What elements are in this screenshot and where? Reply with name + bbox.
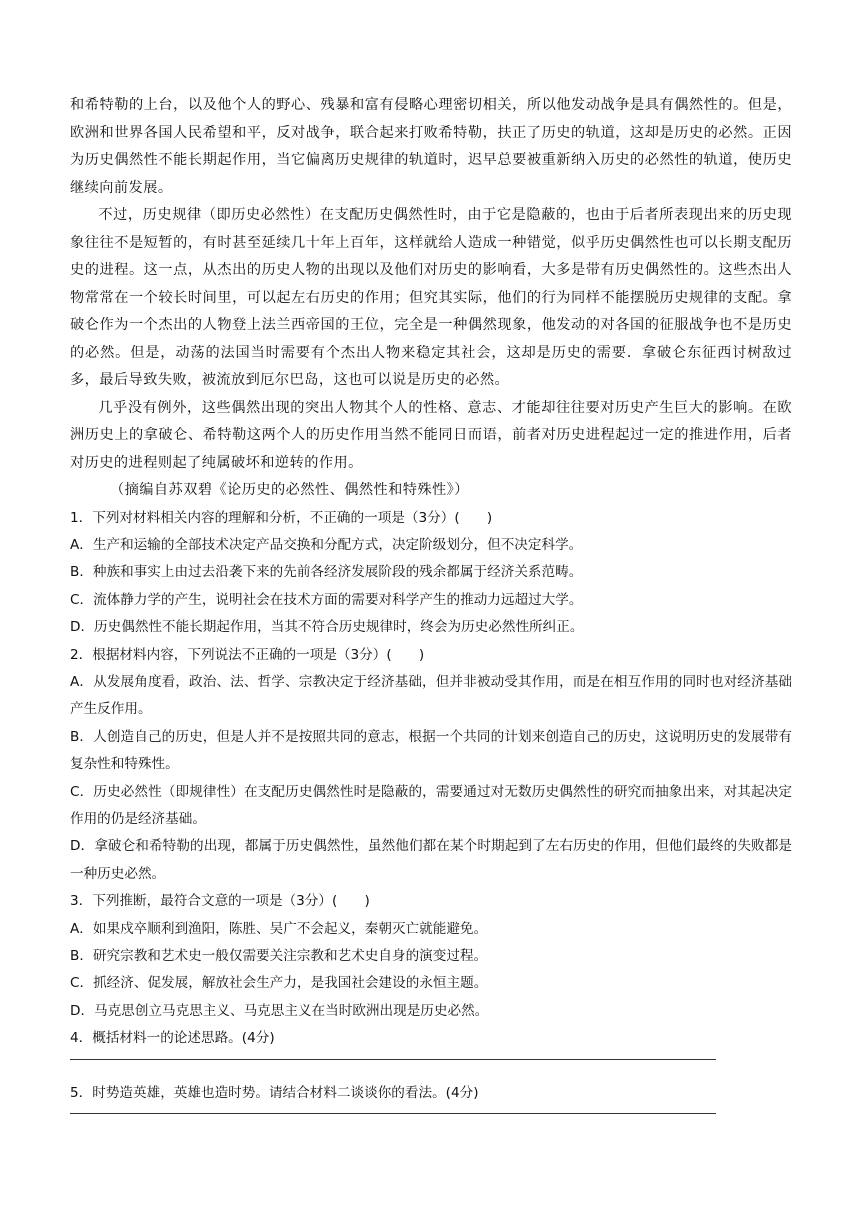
passage-source: （摘编自苏双碧《论历史的必然性、偶然性和特殊性》）	[110, 482, 469, 498]
option-d: D．马克思创立马克思主义、马克思主义在当时欧洲出现是历史必然。	[70, 1002, 489, 1019]
option-b: B．种族和事实上由过去沿袭下来的先前各经济发展阶段的残余都属于经济关系范畴。	[70, 564, 583, 581]
answer-line[interactable]	[70, 1059, 716, 1060]
option-b: B．研究宗教和艺术史一般仅需要关注宗教和艺术史自身的演变过程。	[70, 948, 488, 964]
option-a: A．如果戍卒顺利到渔阳，陈胜、吴广不会起义，秦朝灭亡就能避免。	[70, 920, 488, 937]
option-c: C．流体静力学的产生，说明社会在技术方面的需要对科学产生的推动力远超过大学。	[70, 591, 583, 608]
option-c: C．抓经济、促发展，解放社会生产力，是我国社会建设的永恒主题。	[70, 975, 488, 992]
question-2	[70, 642, 792, 889]
question-stem: 2．根据材料内容，下列说法不正确的一项是（3分）( )	[70, 646, 425, 663]
answer-line[interactable]	[70, 1113, 716, 1114]
passage-paragraph: 不过，历史规律（即历史必然性）在支配历史偶然性时，由于它是隐蔽的，也由于后者所表现出来的历史现象往往不是短暂的，有时甚至延续几十年上百年，这样就给人造成一种错觉，似乎历史偶然性也可以长期支配历史的进程。这一点，从杰出的历史人物的出现以及他们对历史的影响看，大多是带有历史偶然性的。这些杰出人物常常在一个较长时间里，可以起左右历史的作用；但究其实际，他们的行为同样不能摆脱历史规律的支配。拿破仑作为一个杰出的人物登上法兰西帝国的王位，完全是一种偶然现象，他发动的对各国的征服战争也不是历史的必然。但是，动荡的法国当时需要有个杰出人物来稳定其社会，这却是历史的需要．拿破仑东征西讨树敌过多，最后导致失败，被流放到厄尔巴岛，这也可以说是历史的必然。	[70, 207, 792, 388]
question-stem: 4．概括材料一的论述思路。(4分)	[70, 1030, 275, 1047]
question-stem: 1．下列对材料相关内容的理解和分析，不正确的一项是（3分）( )	[70, 509, 493, 526]
option-c: C．历史必然性（即规律性）在支配历史偶然性时是隐蔽的，需要通过对无数历史偶然性的研究而抽象出来，对其起决定作用的仍是经济基础。	[70, 783, 792, 827]
option-d: D．拿破仑和希特勒的出现，都属于历史偶然性，虽然他们都在某个时期起到了左右历史的作用，但他们最终的失败都是一种历史必然。	[70, 838, 792, 882]
question-4	[70, 1025, 792, 1059]
option-d: D．历史偶然性不能长期起作用，当其不符合历史规律时，终会为历史必然性所纠正。	[70, 619, 584, 636]
reading-passage	[70, 92, 792, 505]
option-b: B．人创造自己的历史，但是人并不是按照共同的意志，根据一个共同的计划来创造自己的历史，这说明历史的发展带有复杂性和特殊性。	[70, 728, 792, 773]
question-stem: 3．下列推断，最符合文意的一项是（3分）( )	[70, 893, 370, 910]
option-a: A．从发展角度看，政治、法、哲学、宗教决定于经济基础，但并非被动受其作用，而是在相互作用的同时也对经济基础产生反作用。	[70, 673, 792, 718]
question-5	[70, 1080, 792, 1114]
question-3	[70, 888, 792, 1025]
passage-paragraph: 和希特勒的上台，以及他个人的野心、残暴和富有侵略心理密切相关，所以他发动战争是具有偶然性的。但是，欧洲和世界各国人民希望和平，反对战争，联合起来打败希特勒，扶正了历史的轨道，这却是历史的必然。正因为历史偶然性不能长期起作用，当它偏离历史规律的轨道时，迟早总要被重新纳入历史的必然性的轨道，使历史继续向前发展。	[70, 97, 792, 196]
option-a: A．生产和运输的全部技术决定产品交换和分配方式，决定阶级划分，但不决定科学。	[70, 536, 583, 553]
question-stem: 5．时势造英雄，英雄也造时势。请结合材料二谈谈你的看法。(4分)	[70, 1084, 479, 1101]
question-1	[70, 505, 792, 642]
passage-paragraph: 几乎没有例外，这些偶然出现的突出人物其个人的性格、意志、才能却往往要对历史产生巨大的影响。在欧洲历史上的拿破仑、希特勒这两个人的历史作用当然不能同日而语，前者对历史进程起过一定的推进作用，后者对历史的进程则起了纯属破坏和逆转的作用。	[70, 399, 792, 471]
